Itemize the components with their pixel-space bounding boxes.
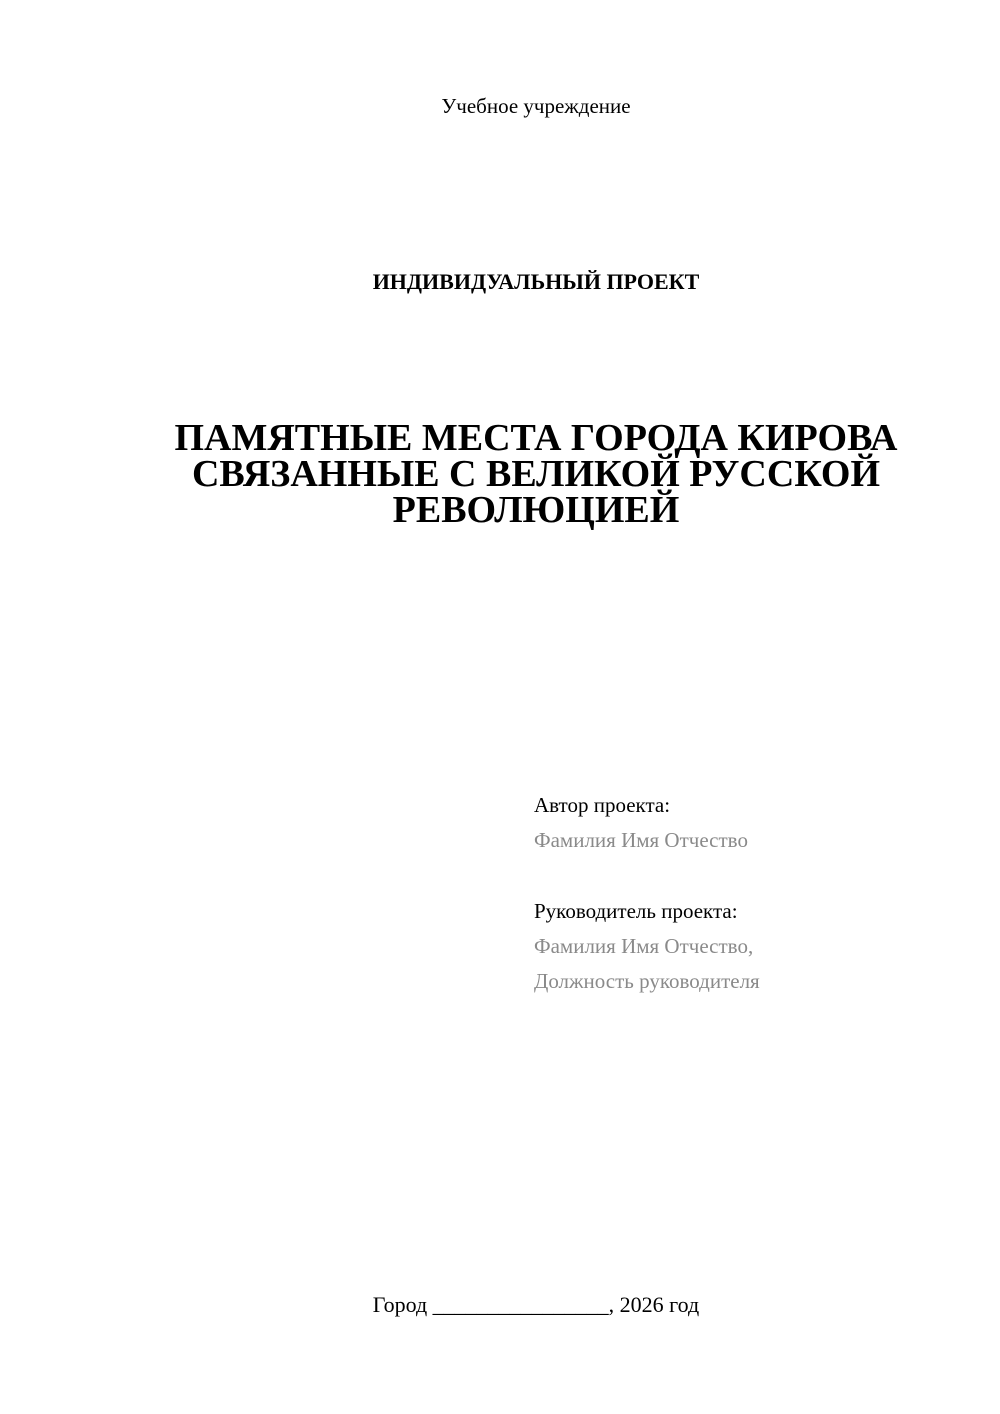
- author-name-placeholder: Фамилия Имя Отчество: [534, 828, 748, 852]
- project-title: [0, 417, 1000, 531]
- project-title-line-1: ПАМЯТНЫЕ МЕСТА ГОРОДА КИРОВА: [174, 417, 898, 459]
- document-type: ИНДИВИДУАЛЬНЫЙ ПРОЕКТ: [372, 269, 700, 294]
- supervisor-label: Руководитель проекта:: [534, 899, 738, 923]
- city-year-footer: Город ________________, 2026 год: [372, 1292, 700, 1317]
- supervisor-name-placeholder: Фамилия Имя Отчество,: [534, 934, 754, 958]
- project-title-line-2: СВЯЗАННЫЕ С ВЕЛИКОЙ РУССКОЙ: [191, 453, 881, 495]
- supervisor-position-placeholder: Должность руководителя: [534, 969, 760, 993]
- project-info-block: [534, 788, 760, 999]
- author-label: Автор проекта:: [534, 793, 671, 817]
- info-spacer: [534, 858, 760, 894]
- project-title-line-3: РЕВОЛЮЦИЕЙ: [392, 489, 680, 531]
- institution-name: Учебное учреждение: [441, 94, 631, 118]
